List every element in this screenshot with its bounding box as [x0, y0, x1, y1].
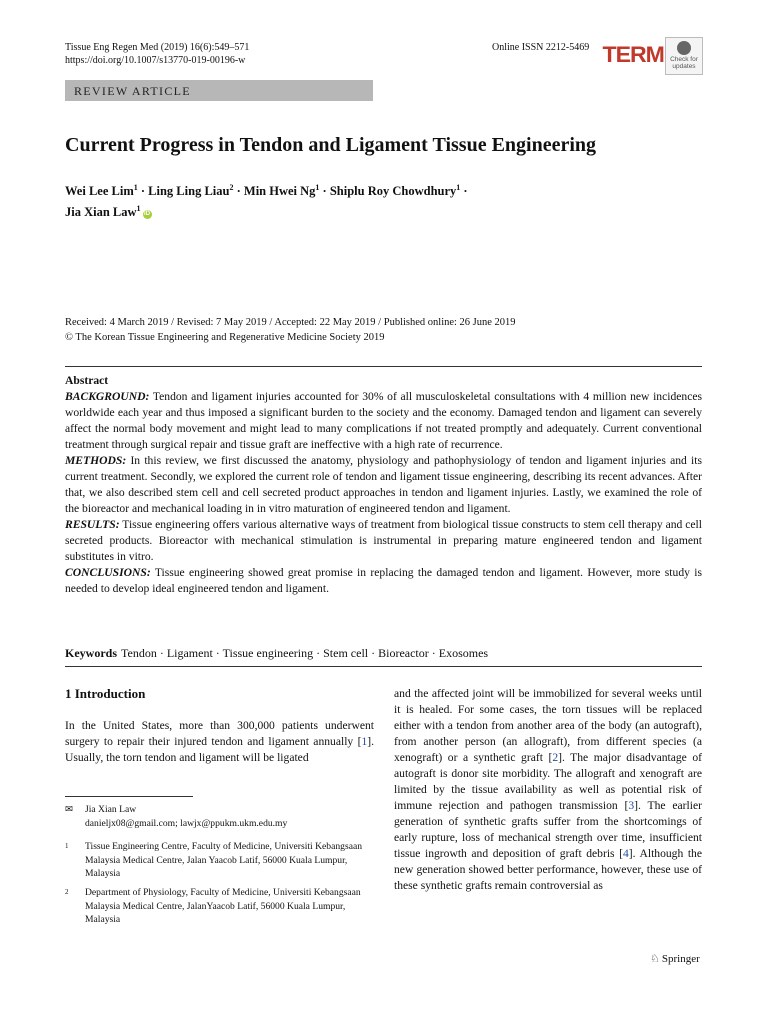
divider [65, 366, 702, 367]
citation-link[interactable]: 1 [361, 735, 368, 748]
journal-citation: Tissue Eng Regen Med (2019) 16(6):549–571 [65, 42, 250, 53]
divider [65, 666, 702, 667]
article-title: Current Progress in Tendon and Ligament Tissue Engineering [65, 134, 597, 156]
affiliation-mark: 2 [229, 183, 234, 192]
author-separator: · [233, 184, 244, 199]
affiliation-text: Tissue Engineering Centre, Faculty of Medicine, Universiti Kebangsaan Malaysia Medical Centre, Jalan Yaacob Latif, 56000 Kuala Lumpur, Malaysia [85, 841, 363, 879]
affiliation-mark: 1 [315, 183, 320, 192]
publication-history [65, 315, 516, 345]
section-heading: 1 Introduction [65, 686, 146, 701]
orcid-icon[interactable]: iD [144, 211, 151, 218]
check-updates-icon [677, 41, 691, 55]
body-column-right [394, 686, 702, 894]
abstract-results [65, 517, 702, 565]
body-text: ]. The earlier generation of synthetic grafts suffer from the shortcomings of early rupture, loss of mechanical strength over time, insufficient tissue ingrowth and deposition of graft debris [ [394, 799, 702, 860]
author-name[interactable]: Shiplu Roy Chowdhury [329, 184, 457, 199]
author-name[interactable]: Min Hwei Ng [243, 184, 316, 199]
check-updates-label-2: updates [672, 63, 696, 70]
conclusions-text: Tissue engineering showed great promise in replacing the damaged tendon and ligament. However, more study is needed to develop ideal engineered tendon and ligament. [65, 566, 702, 595]
citation-link[interactable]: 4 [623, 847, 629, 860]
affiliation-number: 2 [65, 888, 69, 896]
abstract-section [65, 373, 702, 597]
body-text: ]. The major disadvantage of autograft is donor site morbidity. The allograft and xenograft are limited by the tissue availability as well as potential risk of immune rejection and pathogen transmission [ [394, 751, 702, 812]
body-text: and the affected joint will be immobilized for several weeks until it is healed. For some cases, the torn tissues will be replaced either with a tendon from another area of the body (an autograft), from another person (an allograft), from different species (a xenograft) or a synthetic graft [ [394, 687, 702, 764]
springer-knight-icon: ♘ [650, 953, 660, 965]
affiliation-number: 1 [65, 842, 69, 850]
abstract-heading: Abstract [65, 374, 109, 387]
author-name[interactable]: Ling Ling Liau [148, 184, 230, 199]
results-label: RESULTS: [65, 518, 120, 531]
affiliation-1 [65, 840, 375, 882]
author-separator: · [460, 184, 468, 199]
body-paragraph [394, 686, 702, 894]
conclusions-label: CONCLUSIONS: [65, 566, 151, 579]
corresponding-email[interactable]: danieljx08@gmail.com; lawjx@ppukm.ukm.edu.my [85, 817, 288, 829]
affiliation-mark: 1 [133, 183, 138, 192]
journal-reference [65, 41, 249, 67]
affiliation-text: Department of Physiology, Faculty of Medicine, Universiti Kebangsaan Malaysia Medical Centre, JalanYaacob Latif, 56000 Kuala Lumpur, Malaysia [85, 887, 361, 925]
author-separator: · [137, 184, 149, 199]
affiliation-mark: 1 [456, 183, 461, 192]
online-issn: Online ISSN 2212-5469 [492, 42, 590, 53]
body-text: ]. Usually, the torn tendon and ligament will be ligated [65, 735, 374, 764]
methods-label: METHODS: [65, 454, 127, 467]
article-type: REVIEW ARTICLE [74, 84, 191, 98]
results-text: Tissue engineering offers various alternative ways of treatment from biological tissue constructs to stem cell therapy and cell secreted products. Bioreactor with mechanical stimulation is instrumental in preparing mature engineered tendon and ligament substitutes in vitro. [65, 518, 702, 563]
publisher-name: Springer [661, 953, 700, 965]
body-column-left [65, 718, 374, 766]
body-text: ]. Although the new generation showed better performance, however, these use of these synthetic grafts remain controversial as [394, 847, 703, 892]
methods-text: In this review, we first discussed the anatomy, physiology and pathophysiology of tendon and ligament injuries and its current treatment. Secondly, we explored the current role of tendon and ligament tissue engineering, describing its recent advances. After that, we also described stem cell and cell secreted product approaches in tendon and ligament injuries. Lastly, we examined the role of the bioreactor and mechanical loading in in vitro maturation of engineered tendon and ligament. [65, 454, 702, 515]
author-list [65, 179, 468, 221]
keywords [65, 646, 488, 661]
keywords-label: Keywords [65, 646, 117, 660]
affiliation-2 [65, 886, 375, 928]
affiliation-mark: 1 [136, 204, 141, 214]
background-text: Tendon and ligament injuries accounted for 30% of all musculoskeletal consultations with 4 million new incidences worldwide each year and thus imposed a significant burden to the society and the economy. Damaged tendon and ligament can severely affect the normal body movement and might lead to many complications if not treated promptly and adequately. Current conventional treatment through surgical repair and tissue graft are ineffective with a high rate of recurrence. [65, 390, 702, 451]
check-updates-label-1: Check for [670, 56, 698, 63]
abstract-methods [65, 453, 702, 517]
abstract-conclusions [65, 565, 702, 597]
date-history: Received: 4 March 2019 / Revised: 7 May 2019 / Accepted: 22 May 2019 / Published online: 26 June 2019 [65, 317, 516, 328]
envelope-icon: ✉ [65, 804, 74, 815]
body-paragraph [65, 718, 374, 766]
citation-link[interactable]: 3 [628, 799, 635, 812]
keywords-list: Tendon · Ligament · Tissue engineering · Stem cell · Bioreactor · Exosomes [121, 646, 489, 660]
abstract-background [65, 389, 702, 453]
doi-link[interactable]: https://doi.org/10.1007/s13770-019-00196-w [65, 55, 246, 66]
corresponding-name: Jia Xian Law [85, 804, 137, 815]
citation-link[interactable]: 2 [552, 751, 559, 764]
background-label: BACKGROUND: [65, 390, 150, 403]
publisher-mark [650, 952, 700, 965]
author-name[interactable]: Jia Xian Law [65, 205, 137, 220]
copyright-line: © The Korean Tissue Engineering and Regenerative Medicine Society 2019 [65, 332, 385, 343]
author-name[interactable]: Wei Lee Lim [65, 184, 134, 199]
journal-logo: TERM [602, 42, 664, 67]
body-text: In the United States, more than 300,000 patients underwent surgery to repair their injured tendon and ligament annually [ [65, 719, 374, 748]
footnote-divider [65, 796, 193, 797]
author-separator: · [319, 184, 330, 199]
check-for-updates-badge[interactable] [665, 37, 703, 75]
corresponding-author [65, 803, 375, 831]
